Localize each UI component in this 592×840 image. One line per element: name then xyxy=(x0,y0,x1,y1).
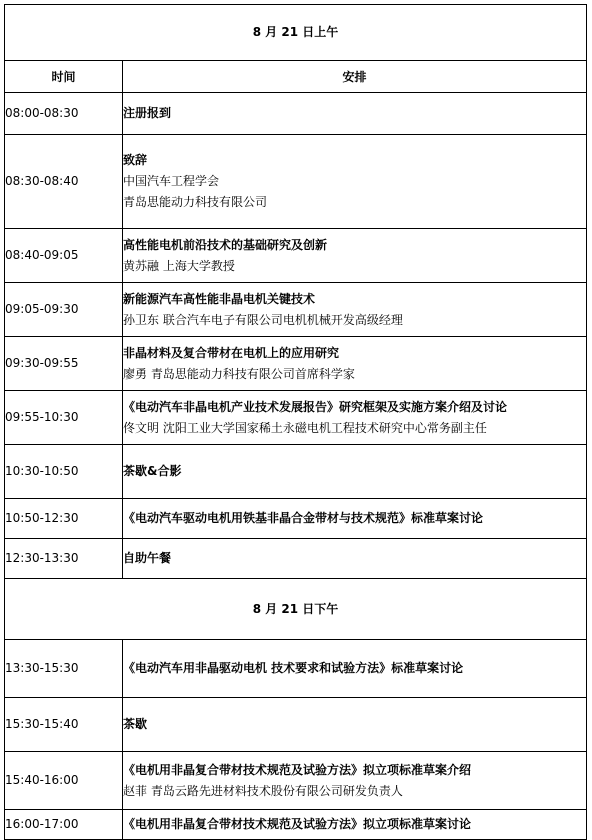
time-cell: 10:30-10:50 xyxy=(5,445,123,499)
time-cell: 08:40-09:05 xyxy=(5,229,123,283)
table-row xyxy=(5,640,587,698)
time-cell: 08:30-08:40 xyxy=(5,135,123,229)
time-cell: 15:40-16:00 xyxy=(5,752,123,810)
session-title: 茶歇&合影 xyxy=(123,464,182,478)
arrangement-cell xyxy=(123,283,587,337)
arrangement-cell xyxy=(123,499,587,539)
session-title: 《电机用非晶复合带材技术规范及试验方法》拟立项标准草案讨论 xyxy=(123,817,472,831)
session-title: 致辞 xyxy=(123,153,148,167)
session-detail: 黄苏融 上海大学教授 xyxy=(123,258,235,273)
section-row-morning xyxy=(5,5,587,61)
arrangement-cell xyxy=(123,135,587,229)
session-title: 新能源汽车高性能非晶电机关键技术 xyxy=(123,291,316,306)
session-title: 《电动汽车非晶电机产业技术发展报告》研究框架及实施方案介绍及讨论 xyxy=(123,399,508,414)
header-arrangement: 安排 xyxy=(123,61,587,93)
table-row xyxy=(5,752,587,810)
time-cell: 15:30-15:40 xyxy=(5,698,123,752)
table-row xyxy=(5,337,587,391)
session-title: 自助午餐 xyxy=(123,551,172,565)
arrangement-cell xyxy=(123,445,587,499)
table-row xyxy=(5,391,587,445)
schedule-table xyxy=(4,4,587,840)
session-detail: 青岛思能动力科技有限公司 xyxy=(123,195,268,209)
arrangement-cell xyxy=(123,640,587,698)
table-header-row xyxy=(5,61,587,93)
table-row xyxy=(5,445,587,499)
afternoon-rows xyxy=(5,640,587,840)
table-row xyxy=(5,229,587,283)
arrangement-cell xyxy=(123,229,587,283)
session-title: 茶歇 xyxy=(123,717,148,731)
time-cell: 09:55-10:30 xyxy=(5,391,123,445)
arrangement-cell xyxy=(123,539,587,579)
session-title: 高性能电机前沿技术的基础研究及创新 xyxy=(123,237,328,252)
session-title: 《电动汽车用非晶驱动电机 技术要求和试验方法》标准草案讨论 xyxy=(123,661,464,675)
time-cell: 13:30-15:30 xyxy=(5,640,123,698)
arrangement-cell xyxy=(123,93,587,135)
section-title-morning: 8 月 21 日上午 xyxy=(5,5,587,61)
section-row-afternoon xyxy=(5,579,587,640)
table-row xyxy=(5,93,587,135)
session-title: 《电动汽车驱动电机用铁基非晶合金带材与技术规范》标准草案讨论 xyxy=(123,511,484,525)
table-row xyxy=(5,539,587,579)
table-row xyxy=(5,283,587,337)
session-detail: 中国汽车工程学会 xyxy=(123,174,220,188)
time-cell: 09:30-09:55 xyxy=(5,337,123,391)
session-detail: 孙卫东 联合汽车电子有限公司电机机械开发高级经理 xyxy=(123,312,403,327)
time-cell: 12:30-13:30 xyxy=(5,539,123,579)
session-detail: 赵菲 青岛云路先进材料技术股份有限公司研发负责人 xyxy=(123,783,403,798)
section-title-afternoon: 8 月 21 日下午 xyxy=(5,579,587,640)
table-row xyxy=(5,499,587,539)
time-cell: 08:00-08:30 xyxy=(5,93,123,135)
header-time: 时间 xyxy=(5,61,123,93)
arrangement-cell xyxy=(123,391,587,445)
session-detail: 佟文明 沈阳工业大学国家稀土永磁电机工程技术研究中心常务副主任 xyxy=(123,420,487,435)
session-detail: 廖勇 青岛思能动力科技有限公司首席科学家 xyxy=(123,366,355,381)
time-cell: 10:50-12:30 xyxy=(5,499,123,539)
arrangement-cell xyxy=(123,810,587,840)
arrangement-cell xyxy=(123,698,587,752)
time-cell: 16:00-17:00 xyxy=(5,810,123,840)
morning-rows xyxy=(5,93,587,579)
arrangement-cell xyxy=(123,752,587,810)
arrangement-cell xyxy=(123,337,587,391)
table-row xyxy=(5,135,587,229)
table-row xyxy=(5,698,587,752)
time-cell: 09:05-09:30 xyxy=(5,283,123,337)
session-title: 《电机用非晶复合带材技术规范及试验方法》拟立项标准草案介绍 xyxy=(123,762,472,777)
table-row xyxy=(5,810,587,840)
session-title: 非晶材料及复合带材在电机上的应用研究 xyxy=(123,345,340,360)
session-title: 注册报到 xyxy=(123,106,172,120)
